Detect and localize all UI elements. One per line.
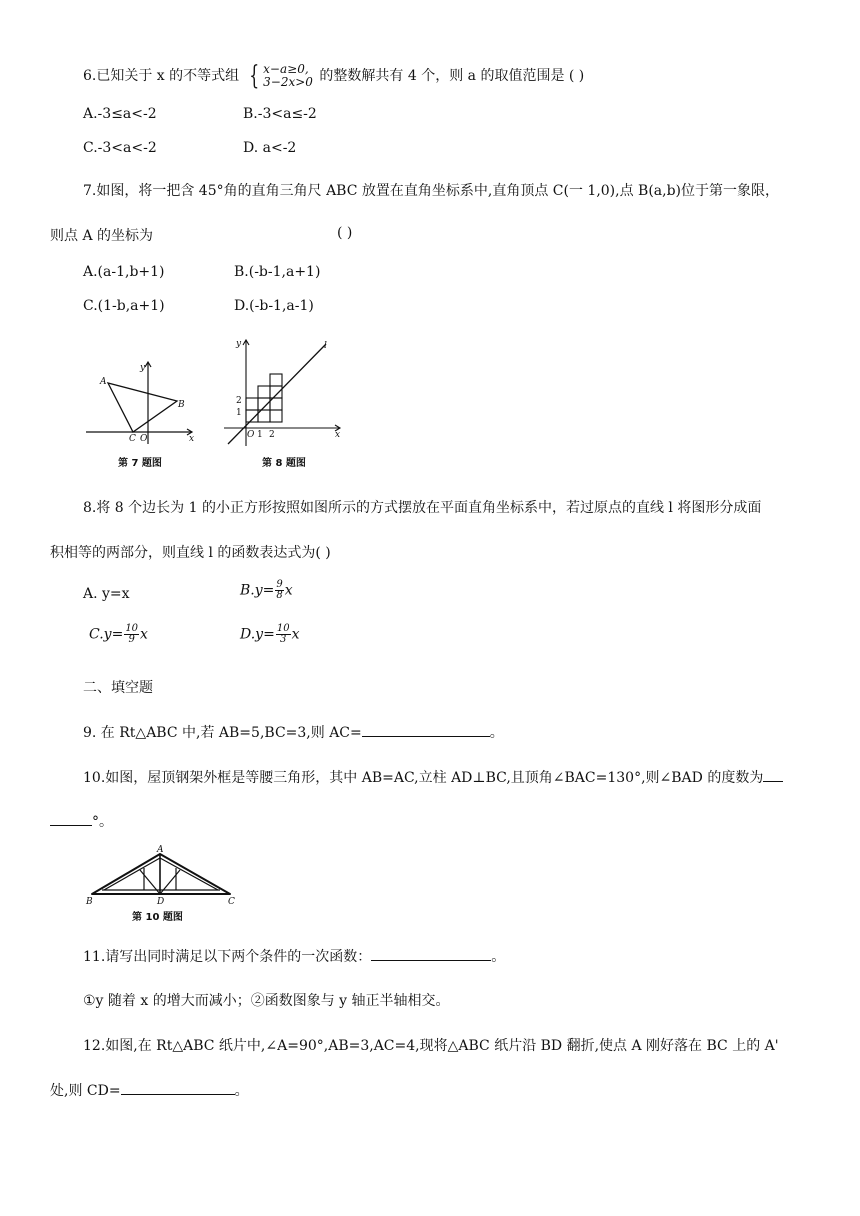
label-a: A — [157, 845, 164, 855]
q8-option-c-prefix: C.y= — [89, 626, 124, 643]
label-d: D — [157, 897, 165, 907]
q7-option-d: D.(-b-1,a-1) — [234, 298, 314, 314]
line-l — [228, 344, 326, 444]
numerator: 10 — [276, 623, 290, 634]
fraction — [275, 580, 283, 601]
q11-end: 。 — [491, 949, 506, 965]
label-origin: O — [140, 434, 148, 444]
q10-text: 10.如图，屋顶钢架外框是等腰三角形，其中 AB=AC,立柱 AD⊥BC,且顶角∠BAC=130°,则∠BAD 的度数为 — [83, 770, 764, 786]
q8-option-b-var: x — [284, 582, 293, 599]
q10-end: °。 — [92, 814, 113, 830]
q8-option-c — [89, 624, 148, 645]
q10-stem-line1 — [83, 767, 783, 787]
unit-squares — [246, 374, 282, 422]
tick-2-x: 2 — [269, 430, 275, 440]
q8-option-d-prefix: D.y= — [240, 626, 275, 643]
q10-answer-blank[interactable] — [50, 813, 92, 826]
label-y: y — [140, 363, 146, 373]
q8-option-a: A. y=x — [83, 586, 130, 602]
q8-option-d — [240, 624, 299, 645]
q6-stem — [83, 63, 584, 89]
brace-symbol: { — [248, 61, 259, 91]
q6-option-d: D. a<-2 — [243, 140, 297, 156]
q12-end: 。 — [234, 1083, 249, 1099]
q8-option-b — [240, 580, 293, 601]
label-x: x — [189, 434, 195, 444]
fraction — [276, 624, 291, 645]
q8-stem-line1: 8.将 8 个边长为 1 的小正方形按照如图所示的方式摆放在平面直角坐标系中，若过原点的直线 l 将图形分成面 — [83, 500, 762, 516]
q11-conditions: ①y 随着 x 的增大而减小；②函数图象与 y 轴正半轴相交。 — [83, 993, 450, 1009]
truss-inner-rafters — [104, 858, 218, 890]
q9-stem — [83, 722, 504, 742]
q9-text: 9. 在 Rt△ABC 中,若 AB=5,BC=3,则 AC= — [83, 725, 362, 741]
q6-inequality-system — [246, 63, 313, 89]
numerator: 10 — [125, 623, 139, 634]
label-l: l — [324, 341, 327, 351]
label-y: y — [236, 339, 242, 349]
section-heading: 二、填空题 — [83, 680, 153, 696]
q6-stem-text-end: 的整数解共有 4 个，则 a 的取值范围是 ( ) — [319, 68, 585, 84]
q7-stem-line1: 7.如图，将一把含 45°角的直角三角尺 ABC 放置在直角坐标系中,直角顶点 C(一 1,0),点 B(a,b)位于第一象限， — [83, 183, 780, 199]
q7-figure-caption: 第 7 题图 — [118, 458, 162, 469]
q12-answer-blank[interactable] — [121, 1082, 235, 1095]
q8-figure-caption: 第 8 题图 — [262, 458, 306, 469]
q8-option-c-var: x — [140, 626, 148, 643]
q8-stem-line2: 积相等的两部分，则直线 l 的函数表达式为( ) — [50, 545, 331, 561]
q7-option-a: A.(a-1,b+1) — [83, 264, 165, 280]
tick-1-x: 1 — [257, 430, 263, 440]
denominator: 8 — [276, 590, 283, 601]
q6-option-a: A.-3≤a<-2 — [83, 106, 157, 122]
q8-option-b-prefix: B.y= — [240, 582, 275, 599]
q8-figure — [222, 332, 350, 472]
q12-stem-line1: 12.如图,在 Rt△ABC 纸片中,∠A=90°,AB=3,AC=4,现将△ABC 纸片沿 BD 翻折,使点 A 刚好落在 BC 上的 A' — [83, 1038, 779, 1054]
tick-2-y: 2 — [236, 396, 242, 406]
q7-figure — [86, 352, 204, 472]
q9-end: 。 — [489, 725, 504, 741]
label-a: A — [100, 377, 107, 387]
q10-stem-line2 — [50, 811, 113, 831]
q6-system-row-2: 3−2x>0 — [263, 75, 313, 89]
q10-figure — [84, 844, 240, 926]
numerator: 9 — [276, 579, 283, 590]
label-c: C — [228, 897, 235, 907]
q11-text: 11.请写出同时满足以下两个条件的一次函数： — [83, 949, 372, 965]
label-b: B — [86, 897, 93, 907]
q12-text: 处,则 CD= — [50, 1083, 121, 1099]
q7-option-b: B.(-b-1,a+1) — [234, 264, 321, 280]
q9-answer-blank[interactable] — [362, 724, 490, 737]
q10-answer-blank-start[interactable] — [763, 769, 783, 782]
q12-stem-line2 — [50, 1080, 249, 1100]
q11-answer-blank[interactable] — [371, 948, 491, 961]
truss-outer-frame — [92, 854, 230, 894]
q6-option-c: C.-3<a<-2 — [83, 140, 157, 156]
denominator: 9 — [128, 634, 135, 645]
q6-system-row-1: x−a≥0, — [263, 62, 309, 76]
q8-option-d-var: x — [291, 626, 300, 643]
q6-stem-text: 6.已知关于 x 的不等式组 — [83, 68, 240, 84]
q10-figure-caption: 第 10 题图 — [132, 912, 183, 923]
tick-1-y: 1 — [236, 408, 242, 418]
q7-answer-paren: ( ) — [337, 225, 353, 241]
fraction — [124, 624, 139, 645]
label-b: B — [178, 400, 185, 410]
label-x: x — [335, 430, 341, 440]
label-c: C — [129, 434, 136, 444]
q11-stem-line1 — [83, 946, 505, 966]
label-origin: O — [247, 430, 255, 440]
denominator: 3 — [280, 634, 287, 645]
triangle-abc — [108, 383, 177, 432]
q7-option-c: C.(1-b,a+1) — [83, 298, 165, 314]
q7-stem-line2: 则点 A 的坐标为 — [50, 228, 154, 244]
q6-option-b: B.-3<a≤-2 — [243, 106, 317, 122]
